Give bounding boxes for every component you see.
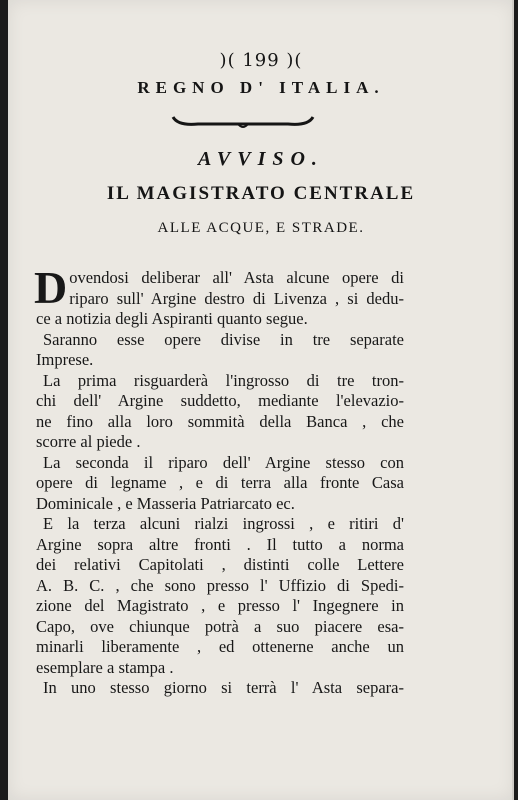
body-line: E la terza alcuni rialzi ingrossi , e ritiri d': [43, 514, 404, 533]
drop-cap: D: [34, 262, 68, 313]
avviso-heading: AVVISO.: [198, 148, 324, 170]
notice-body: [34, 262, 404, 699]
body-line: Dominicale , e Masseria Patriarcato ec.: [36, 493, 295, 513]
body-line: Capo, ove chiunque potrà a suo piacere esa-: [36, 616, 404, 636]
acque-subheading: ALLE ACQUE, E STRADE.: [157, 220, 365, 236]
magistrato-heading: IL MAGISTRATO CENTRALE: [106, 183, 416, 204]
body-line: In uno stesso giorno si terrà l' Asta separa-: [43, 678, 404, 697]
body-line: esemplare a stampa .: [36, 657, 174, 677]
body-line: Imprese.: [36, 350, 94, 369]
body-line: Saranno esse opere divise in tre separate: [43, 329, 404, 349]
body-line: riparo sull' Argine destro di Livenza , si dedu-: [69, 288, 404, 308]
body-line: minarli liberamente , ed ottenerne anche un: [36, 637, 404, 656]
body-line: chi dell' Argine suddetto, mediante l'elevazio-: [36, 391, 404, 410]
document-page: [8, 0, 514, 800]
body-line: scorre al piede .: [36, 432, 141, 451]
kingdom-heading: REGNO D' ITALIA.: [137, 78, 385, 97]
body-line: ce a notizia degli Aspiranti quanto segue.: [36, 309, 308, 328]
body-line: Argine sopra altre fronti . Il tutto a norma: [36, 534, 404, 554]
body-line: La prima risguarderà l'ingrosso di tre tron-: [43, 370, 404, 390]
ornament-flourish: [168, 112, 318, 132]
body-line: La seconda il riparo dell' Argine stesso con: [43, 452, 404, 472]
body-line: zione del Magistrato , e presso l' Ingegnere in: [36, 596, 404, 615]
body-line: A. B. C. , che sono presso l' Uffizio di Spedi-: [36, 575, 404, 595]
page-number: )( 199 )(: [219, 50, 303, 71]
body-line: opere di legname , e di terra alla fronte Casa: [36, 473, 404, 492]
body-line: ovendosi deliberar all' Asta alcune opere di: [69, 268, 404, 287]
page-edge: [512, 0, 514, 800]
body-line: ne fino alla loro sommità della Banca , che: [36, 411, 404, 431]
body-line: dei relativi Capitolati , distinti colle Lettere: [36, 555, 404, 574]
